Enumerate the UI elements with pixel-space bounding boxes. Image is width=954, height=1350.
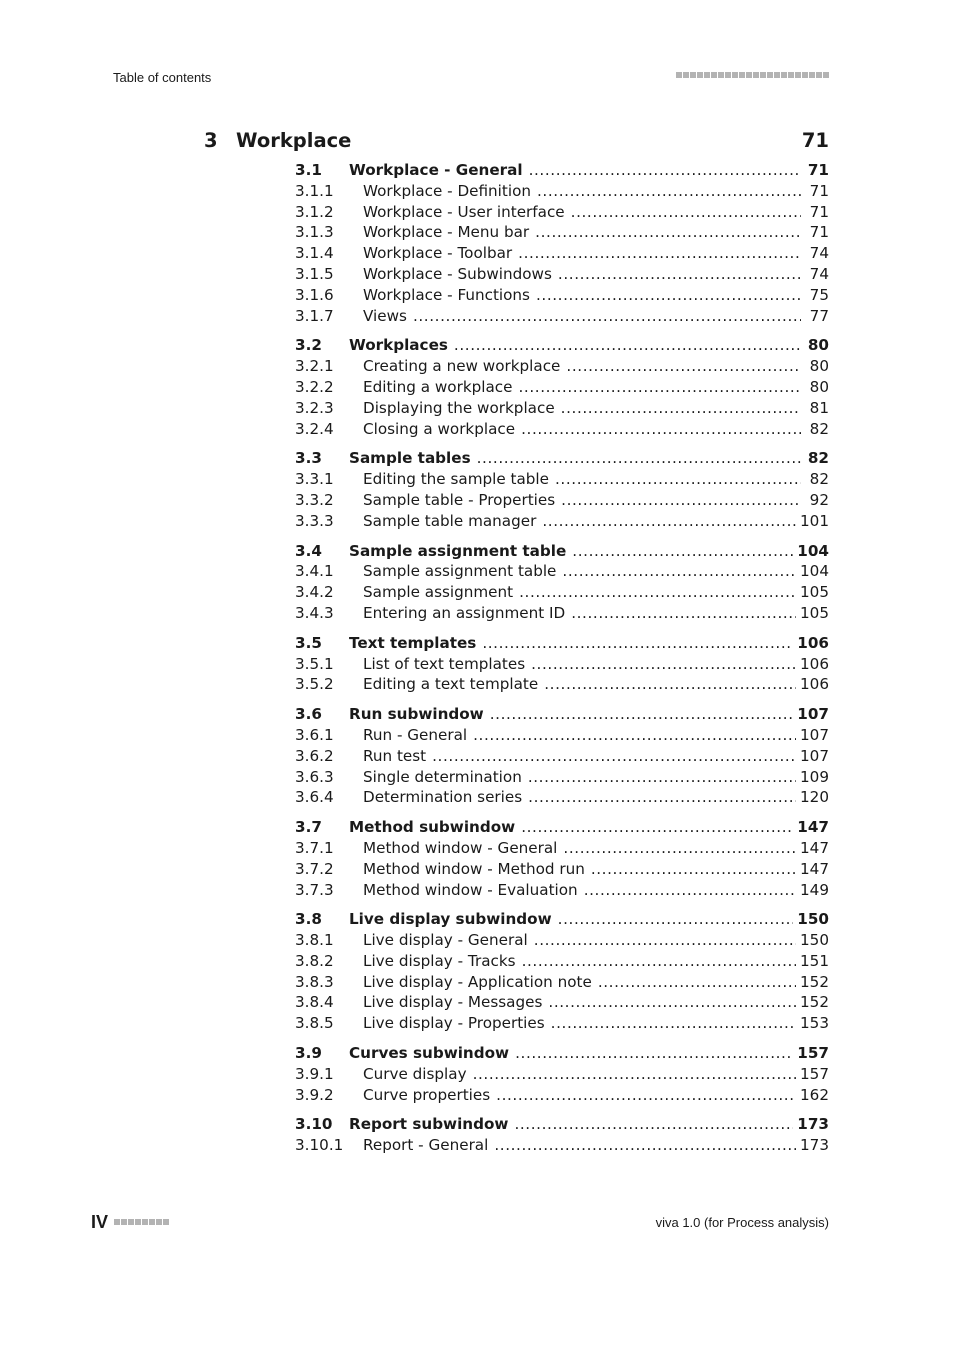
toc-entry-page: 74 bbox=[809, 244, 829, 263]
toc-subsection-entry[interactable] bbox=[295, 306, 829, 327]
toc-entry-number: 3.1.7 bbox=[295, 306, 334, 325]
toc-section-block bbox=[295, 541, 829, 624]
toc-section-entry[interactable] bbox=[295, 541, 829, 562]
toc-entry-number: 3.8 bbox=[295, 910, 322, 929]
toc-entry-number: 3.7.3 bbox=[295, 880, 334, 899]
toc-entry-number: 3.7.2 bbox=[295, 859, 334, 878]
toc-entry-title: Editing a workplace bbox=[363, 377, 513, 396]
toc-entry-number: 3.8.1 bbox=[295, 931, 334, 950]
toc-subsection-entry[interactable] bbox=[295, 582, 829, 603]
toc-section-entry[interactable] bbox=[295, 633, 829, 654]
toc-entry-number: 3.7 bbox=[295, 818, 322, 837]
toc-entry-number: 3.4.3 bbox=[295, 603, 334, 622]
dot-leader bbox=[518, 243, 801, 264]
toc-entry-title: Editing the sample table bbox=[363, 470, 549, 489]
toc-entry-number: 3.4 bbox=[295, 541, 322, 560]
chapter-number: 3 bbox=[204, 129, 218, 152]
toc-entry-title: Workplace - Toolbar bbox=[363, 244, 513, 263]
toc-entry-title: Run subwindow bbox=[349, 705, 484, 724]
toc-section-entry[interactable] bbox=[295, 704, 829, 725]
toc-entry-number: 3.1.1 bbox=[295, 181, 334, 200]
toc-entry-page: 77 bbox=[809, 306, 829, 325]
toc-entry-page: 75 bbox=[809, 285, 829, 304]
dot-leader bbox=[534, 930, 796, 951]
toc-subsection-entry[interactable] bbox=[295, 767, 829, 788]
toc-subsection-entry[interactable] bbox=[295, 654, 829, 675]
toc-section-entry[interactable] bbox=[295, 335, 829, 356]
dot-leader bbox=[571, 603, 796, 624]
toc-entry-number: 3.2.1 bbox=[295, 357, 334, 376]
dot-leader bbox=[572, 541, 793, 562]
toc-entry-page: 80 bbox=[807, 336, 829, 355]
dot-leader bbox=[514, 1114, 793, 1135]
dash-mark bbox=[753, 72, 759, 78]
toc-entry-page: 71 bbox=[809, 181, 829, 200]
dash-mark bbox=[809, 72, 815, 78]
dot-leader bbox=[473, 1064, 796, 1085]
toc-entry-number: 3.10.1 bbox=[295, 1136, 344, 1155]
toc-entry-page: 74 bbox=[809, 264, 829, 283]
dash-mark bbox=[788, 72, 794, 78]
toc-entry-title: Sample tables bbox=[349, 449, 471, 468]
dot-leader bbox=[555, 469, 801, 490]
header-dash-rule bbox=[676, 72, 829, 78]
dot-leader bbox=[536, 285, 801, 306]
toc-subsection-entry[interactable] bbox=[295, 725, 829, 746]
toc-entry-page: 147 bbox=[800, 859, 829, 878]
toc-entry-number: 3.1.6 bbox=[295, 285, 334, 304]
dash-mark bbox=[128, 1219, 134, 1225]
toc-entry-page: 107 bbox=[797, 705, 829, 724]
toc-entry-title: Sample assignment table bbox=[363, 562, 557, 581]
chapter-title: Workplace bbox=[236, 129, 352, 152]
dash-mark bbox=[142, 1219, 148, 1225]
toc-entry-number: 3.8.4 bbox=[295, 993, 334, 1012]
dash-mark bbox=[746, 72, 752, 78]
toc-entry-number: 3.1.3 bbox=[295, 223, 334, 242]
toc-entry-page: 152 bbox=[800, 972, 829, 991]
toc-subsection-entry[interactable] bbox=[295, 377, 829, 398]
toc-entry-page: 104 bbox=[797, 541, 829, 560]
toc-entry-number: 3.9 bbox=[295, 1044, 322, 1063]
toc-subsection-entry[interactable] bbox=[295, 674, 829, 695]
toc-entry-number: 3.8.3 bbox=[295, 972, 334, 991]
toc-entry-title: Method window - General bbox=[363, 838, 558, 857]
dot-leader bbox=[521, 419, 801, 440]
dot-leader bbox=[542, 511, 796, 532]
running-head-title: Table of contents bbox=[113, 70, 212, 85]
toc-subsection-entry[interactable] bbox=[295, 859, 829, 880]
toc-entry-page: 71 bbox=[807, 161, 829, 179]
toc-subsection-entry[interactable] bbox=[295, 181, 829, 202]
toc-entry-page: 71 bbox=[809, 223, 829, 242]
toc-entry-page: 147 bbox=[797, 818, 829, 837]
dash-mark bbox=[711, 72, 717, 78]
toc-subsection-entry[interactable] bbox=[295, 490, 829, 511]
toc-entry-page: 106 bbox=[800, 654, 829, 673]
dot-leader bbox=[558, 909, 794, 930]
dot-leader bbox=[432, 746, 796, 767]
toc-entry-page: 149 bbox=[800, 880, 829, 899]
toc-entry-page: 157 bbox=[800, 1064, 829, 1083]
toc-entry-number: 3.3.3 bbox=[295, 511, 334, 530]
dash-mark bbox=[676, 72, 682, 78]
dash-mark bbox=[135, 1219, 141, 1225]
toc-entry-page: 162 bbox=[800, 1085, 829, 1104]
toc-subsection-entry[interactable] bbox=[295, 972, 829, 993]
toc-entry-page: 105 bbox=[800, 583, 829, 602]
toc-entry-page: 104 bbox=[800, 562, 829, 581]
dot-leader bbox=[522, 951, 796, 972]
toc-entry-number: 3.6.3 bbox=[295, 767, 334, 786]
toc-subsection-entry[interactable] bbox=[295, 356, 829, 377]
toc-entry-title: Live display - Properties bbox=[363, 1014, 545, 1033]
toc-entry-title: Live display subwindow bbox=[349, 910, 552, 929]
toc-entry-page: 80 bbox=[809, 357, 829, 376]
toc-entry-page: 152 bbox=[800, 993, 829, 1012]
dot-leader bbox=[571, 202, 801, 223]
toc-section-block bbox=[295, 448, 829, 531]
toc-subsection-entry[interactable] bbox=[295, 202, 829, 223]
footer-dash-rule bbox=[114, 1219, 169, 1225]
toc-section-entry[interactable] bbox=[295, 448, 829, 469]
toc-entry-page: 150 bbox=[800, 931, 829, 950]
footer-page-number: IV bbox=[91, 1212, 109, 1232]
toc-entry-number: 3.8.2 bbox=[295, 951, 334, 970]
dot-leader bbox=[535, 222, 801, 243]
toc-entry-title: Live display - Messages bbox=[363, 993, 543, 1012]
dot-leader bbox=[473, 725, 796, 746]
toc-subsection-entry[interactable] bbox=[295, 787, 829, 808]
footer-product: viva 1.0 (for Process analysis) bbox=[655, 1215, 829, 1230]
dash-mark bbox=[767, 72, 773, 78]
toc-entry-number: 3.6 bbox=[295, 705, 322, 724]
dash-mark bbox=[718, 72, 724, 78]
dot-leader bbox=[551, 1013, 796, 1034]
toc-entry-title: Creating a new workplace bbox=[363, 357, 561, 376]
toc-entry-page: 82 bbox=[807, 449, 829, 468]
dash-mark bbox=[114, 1219, 120, 1225]
toc-entry-title: Workplace - Subwindows bbox=[363, 264, 552, 283]
toc-entry-title: Workplace - Functions bbox=[363, 285, 530, 304]
dash-mark bbox=[704, 72, 710, 78]
toc-subsection-entry[interactable] bbox=[295, 1135, 829, 1156]
toc-section-block bbox=[295, 160, 829, 326]
toc-entry-number: 3.3.2 bbox=[295, 490, 334, 509]
toc-subsection-entry[interactable] bbox=[295, 838, 829, 859]
toc-entry-number: 3.1.4 bbox=[295, 244, 334, 263]
dot-leader bbox=[591, 859, 796, 880]
dot-leader bbox=[562, 561, 796, 582]
dot-leader bbox=[548, 992, 796, 1013]
toc-entry-title: Curves subwindow bbox=[349, 1044, 510, 1063]
toc-entry-title: Live display - General bbox=[363, 931, 528, 950]
toc-entry-page: 151 bbox=[800, 951, 829, 970]
toc-entry-number: 3.6.4 bbox=[295, 788, 334, 807]
toc-section-block bbox=[295, 633, 829, 695]
toc-entry-page: 80 bbox=[809, 377, 829, 396]
dot-leader bbox=[598, 972, 796, 993]
toc-subsection-entry[interactable] bbox=[295, 1013, 829, 1034]
toc-entry-page: 82 bbox=[809, 470, 829, 489]
toc-subsection-entry[interactable] bbox=[295, 469, 829, 490]
toc-section-entry[interactable] bbox=[295, 1043, 829, 1064]
toc-entry-number: 3.2 bbox=[295, 336, 322, 355]
toc-entry-page: 101 bbox=[800, 511, 829, 530]
toc-entry-title: Views bbox=[363, 306, 407, 325]
toc-entry-title: Sample assignment bbox=[363, 583, 514, 602]
toc-entry-number: 3.1.2 bbox=[295, 202, 334, 221]
toc-entry-title: Sample assignment table bbox=[349, 541, 567, 560]
table-of-contents bbox=[295, 160, 829, 1165]
toc-entry-page: 106 bbox=[797, 633, 829, 652]
toc-entry-page: 109 bbox=[800, 767, 829, 786]
toc-subsection-entry[interactable] bbox=[295, 880, 829, 901]
dot-leader bbox=[496, 1085, 796, 1106]
dot-leader bbox=[528, 787, 796, 808]
toc-entry-title: Sample table - Properties bbox=[363, 490, 556, 509]
toc-entry-title: Run - General bbox=[363, 725, 468, 744]
dot-leader bbox=[529, 160, 801, 181]
toc-section-block bbox=[295, 817, 829, 900]
dot-leader bbox=[454, 335, 801, 356]
toc-entry-page: 173 bbox=[800, 1136, 829, 1155]
dot-leader bbox=[531, 654, 796, 675]
toc-entry-number: 3.6.2 bbox=[295, 746, 334, 765]
toc-entry-title: Workplace - Menu bar bbox=[363, 223, 530, 242]
toc-entry-page: 157 bbox=[797, 1044, 829, 1063]
toc-entry-page: 82 bbox=[809, 419, 829, 438]
dash-mark bbox=[816, 72, 822, 78]
toc-entry-page: 81 bbox=[809, 398, 829, 417]
toc-entry-title: Workplace - Definition bbox=[363, 181, 531, 200]
toc-entry-page: 105 bbox=[800, 603, 829, 622]
toc-entry-page: 107 bbox=[800, 746, 829, 765]
toc-subsection-entry[interactable] bbox=[295, 992, 829, 1013]
toc-entry-number: 3.3 bbox=[295, 449, 322, 468]
toc-entry-title: Curve display bbox=[363, 1064, 467, 1083]
dash-mark bbox=[156, 1219, 162, 1225]
toc-entry-title: Report - General bbox=[363, 1136, 489, 1155]
toc-entry-number: 3.2.3 bbox=[295, 398, 334, 417]
toc-entry-title: Method window - Method run bbox=[363, 859, 585, 878]
toc-entry-title: Method window - Evaluation bbox=[363, 880, 578, 899]
toc-section-block bbox=[295, 335, 829, 439]
toc-subsection-entry[interactable] bbox=[295, 243, 829, 264]
toc-entry-number: 3.5.2 bbox=[295, 675, 334, 694]
toc-entry-page: 150 bbox=[797, 910, 829, 929]
toc-entry-number: 3.1 bbox=[295, 161, 322, 179]
dot-leader bbox=[521, 817, 793, 838]
toc-subsection-entry[interactable] bbox=[295, 746, 829, 767]
toc-subsection-entry[interactable] bbox=[295, 222, 829, 243]
dash-mark bbox=[683, 72, 689, 78]
toc-entry-title: Live display - Tracks bbox=[363, 951, 516, 970]
dot-leader bbox=[537, 181, 801, 202]
toc-entry-number: 3.9.1 bbox=[295, 1064, 334, 1083]
toc-entry-number: 3.10 bbox=[295, 1115, 333, 1134]
toc-entry-number: 3.4.2 bbox=[295, 583, 334, 602]
dot-leader bbox=[566, 356, 801, 377]
dash-mark bbox=[697, 72, 703, 78]
toc-entry-number: 3.1.5 bbox=[295, 264, 334, 283]
toc-section-block bbox=[295, 704, 829, 808]
toc-entry-number: 3.2.2 bbox=[295, 377, 334, 396]
dot-leader bbox=[561, 398, 801, 419]
dash-mark bbox=[774, 72, 780, 78]
dot-leader bbox=[584, 880, 796, 901]
toc-entry-title: Closing a workplace bbox=[363, 419, 516, 438]
toc-entry-title: Curve properties bbox=[363, 1085, 491, 1104]
toc-entry-page: 147 bbox=[800, 838, 829, 857]
toc-entry-title: Live display - Application note bbox=[363, 972, 592, 991]
dot-leader bbox=[413, 306, 801, 327]
toc-entry-title: Run test bbox=[363, 746, 427, 765]
toc-subsection-entry[interactable] bbox=[295, 930, 829, 951]
dot-leader bbox=[477, 448, 801, 469]
dash-mark bbox=[163, 1219, 169, 1225]
dot-leader bbox=[558, 264, 801, 285]
chapter-heading[interactable] bbox=[204, 126, 829, 156]
toc-entry-title: Editing a text template bbox=[363, 675, 539, 694]
toc-entry-title: Workplaces bbox=[349, 336, 448, 355]
toc-section-block bbox=[295, 1043, 829, 1105]
dash-mark bbox=[732, 72, 738, 78]
dash-mark bbox=[690, 72, 696, 78]
chapter-page: 71 bbox=[801, 129, 829, 152]
dot-leader bbox=[561, 490, 801, 511]
toc-entry-page: 153 bbox=[800, 1014, 829, 1033]
toc-subsection-entry[interactable] bbox=[295, 951, 829, 972]
toc-subsection-entry[interactable] bbox=[295, 511, 829, 532]
toc-entry-title: Entering an assignment ID bbox=[363, 603, 566, 622]
toc-entry-number: 3.5 bbox=[295, 633, 322, 652]
toc-section-entry[interactable] bbox=[295, 817, 829, 838]
toc-subsection-entry[interactable] bbox=[295, 603, 829, 624]
toc-entry-page: 92 bbox=[809, 490, 829, 509]
dash-mark bbox=[781, 72, 787, 78]
dash-mark bbox=[725, 72, 731, 78]
dash-mark bbox=[121, 1219, 127, 1225]
toc-section-entry[interactable] bbox=[295, 160, 829, 181]
toc-entry-number: 3.4.1 bbox=[295, 562, 334, 581]
toc-entry-number: 3.3.1 bbox=[295, 470, 334, 489]
dot-leader bbox=[482, 633, 793, 654]
dot-leader bbox=[544, 674, 796, 695]
toc-entry-page: 106 bbox=[800, 675, 829, 694]
dash-mark bbox=[739, 72, 745, 78]
dash-mark bbox=[823, 72, 829, 78]
toc-entry-page: 71 bbox=[809, 202, 829, 221]
toc-subsection-entry[interactable] bbox=[295, 398, 829, 419]
toc-entry-title: Sample table manager bbox=[363, 511, 537, 530]
toc-section-block bbox=[295, 1114, 829, 1156]
toc-entry-title: Report subwindow bbox=[349, 1115, 509, 1134]
toc-entry-page: 107 bbox=[800, 725, 829, 744]
dot-leader bbox=[528, 767, 796, 788]
toc-entry-title: Workplace - General bbox=[349, 161, 523, 179]
toc-entry-number: 3.8.5 bbox=[295, 1014, 334, 1033]
toc-subsection-entry[interactable] bbox=[295, 561, 829, 582]
toc-entry-number: 3.5.1 bbox=[295, 654, 334, 673]
toc-entry-number: 3.2.4 bbox=[295, 419, 334, 438]
toc-section-block bbox=[295, 909, 829, 1034]
toc-entry-number: 3.6.1 bbox=[295, 725, 334, 744]
dash-mark bbox=[760, 72, 766, 78]
toc-section-entry[interactable] bbox=[295, 909, 829, 930]
dot-leader bbox=[563, 838, 796, 859]
dot-leader bbox=[494, 1135, 796, 1156]
toc-entry-title: Displaying the workplace bbox=[363, 398, 555, 417]
toc-subsection-entry[interactable] bbox=[295, 264, 829, 285]
toc-entry-number: 3.7.1 bbox=[295, 838, 334, 857]
toc-entry-page: 173 bbox=[797, 1115, 829, 1134]
toc-subsection-entry[interactable] bbox=[295, 419, 829, 440]
dash-mark bbox=[802, 72, 808, 78]
toc-entry-title: Text templates bbox=[349, 633, 477, 652]
toc-section-entry[interactable] bbox=[295, 1114, 829, 1135]
dot-leader bbox=[490, 704, 794, 725]
toc-subsection-entry[interactable] bbox=[295, 285, 829, 306]
dash-mark bbox=[149, 1219, 155, 1225]
toc-entry-title: Single determination bbox=[363, 767, 522, 786]
toc-subsection-entry[interactable] bbox=[295, 1064, 829, 1085]
toc-entry-title: Determination series bbox=[363, 788, 523, 807]
toc-entry-title: Method subwindow bbox=[349, 818, 516, 837]
dash-mark bbox=[795, 72, 801, 78]
toc-entry-title: Workplace - User interface bbox=[363, 202, 565, 221]
dot-leader bbox=[515, 1043, 793, 1064]
toc-entry-page: 120 bbox=[800, 788, 829, 807]
toc-entry-title: List of text templates bbox=[363, 654, 526, 673]
toc-subsection-entry[interactable] bbox=[295, 1085, 829, 1106]
dot-leader bbox=[519, 582, 796, 603]
dot-leader bbox=[518, 377, 801, 398]
toc-entry-number: 3.9.2 bbox=[295, 1085, 334, 1104]
